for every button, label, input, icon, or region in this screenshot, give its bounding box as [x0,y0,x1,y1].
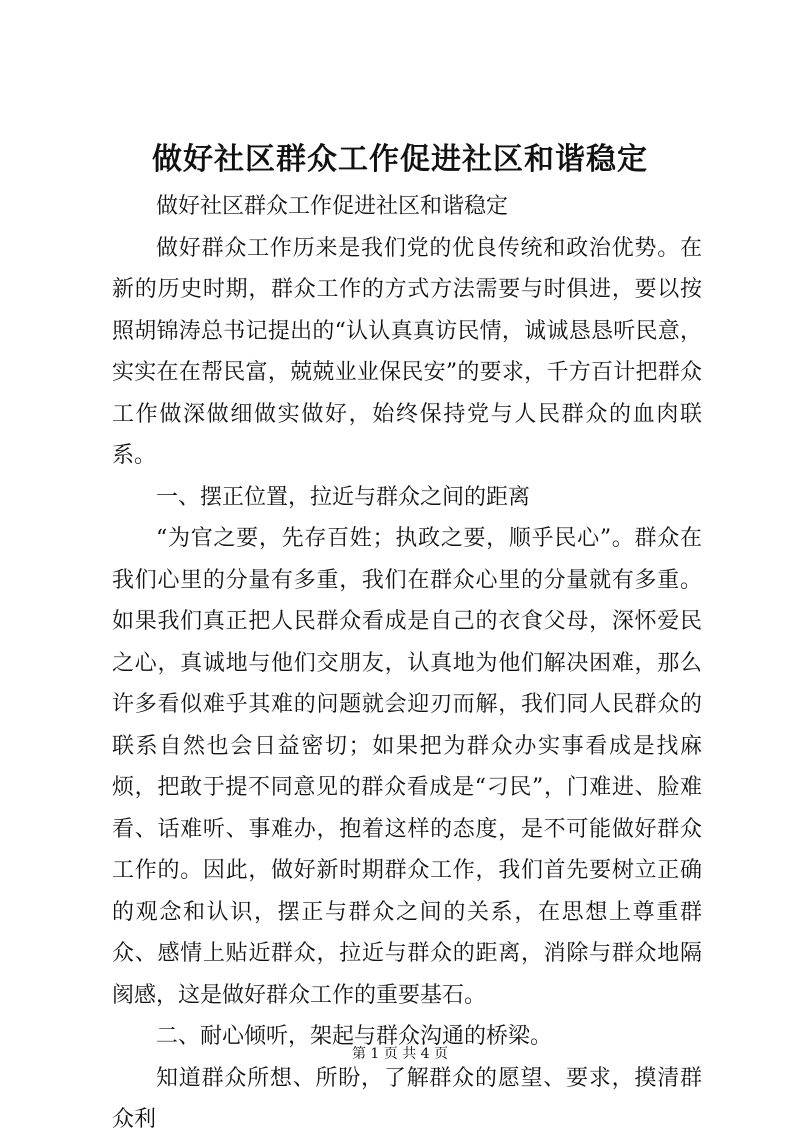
subtitle-paragraph: 做好社区群众工作促进社区和谐稳定 [156,194,509,219]
section-heading-2: 二、耐心倾听，架起与群众沟通的桥梁。 [156,1024,553,1049]
intro-paragraph: 做好群众工作历来是我们党的优良传统和政治优势。在新的历史时期，群众工作的方式方法需要与时俱进，要以按照胡锦涛总书记提出的“认认真真访民情，诚诚恳恳听民意，实实在在帮民富，兢兢业业保民安”的要求，千方百计把群众工作做深做细做实做好，始终保持党与人民群众的血肉联系。 [112,235,702,468]
section-heading-1: 一、摆正位置，拉近与群众之间的距离 [156,484,531,510]
section-1-paragraph: “为官之要，先存百姓；执政之要，顺乎民心”。群众在我们心里的分量有多重，我们在群众心里的分量就有多重。如果我们真正把人民群众看成是自己的衣食父母，深怀爱民之心，真诚地与他们交朋友，认真地为他们解决困难，那么许多看似难乎其难的问题就会迎刃而解，我们同人民群众的联系自然也会日益密切；如果把为群众办实事看成是找麻烦，把敢于提不同意见的群众看成是“刁民”，门难进、脸难看、话难听、事难办，抱着这样的态度，是不可能做好群众工作的。因此，做好新时期群众工作，我们首先要树立正确的观念和认识，摆正与群众之间的关系，在思想上尊重群众、感情上贴近群众，拉近与群众的距离，消除与群众地隔阂感，这是做好群众工作的重要基石。 [112,526,702,1008]
section-2-paragraph: 知道群众所想、所盼，了解群众的愿望、要求，摸清群众利 [112,1065,702,1132]
document-body [112,186,702,1141]
page-footer: 第 1 页 共 4 页 [351,1046,449,1062]
document-title: 做好社区群众工作促进社区和谐稳定 [152,142,648,177]
